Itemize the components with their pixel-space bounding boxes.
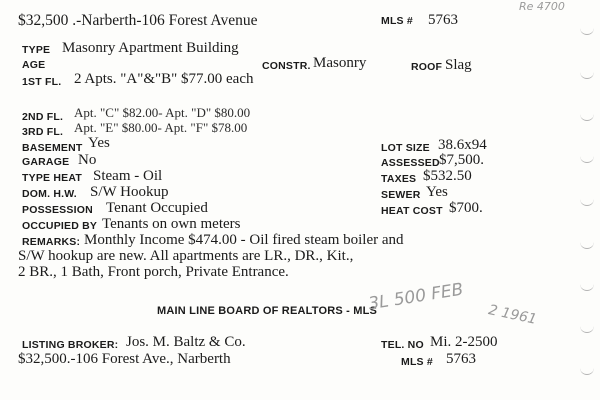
footer-mls-number: 5763: [446, 351, 476, 367]
roof-value: Slag: [445, 57, 472, 73]
heat-type-value: Steam - Oil: [93, 168, 163, 184]
header-mls-number: 5763: [428, 12, 458, 28]
taxes-value: $532.50: [423, 168, 472, 184]
tel-value: Mi. 2-2500: [430, 334, 498, 350]
type-value: Masonry Apartment Building: [62, 40, 239, 56]
receipt-stamp-date: 2 1961: [486, 302, 539, 328]
binder-hole: [580, 238, 594, 249]
hot-water-value: S/W Hookup: [90, 184, 169, 200]
occupied-label: OCCUPIED BY: [22, 220, 98, 232]
lot-size-label: LOT SIZE: [381, 142, 430, 154]
corner-note: Re 4700: [519, 0, 565, 13]
second-floor-label: 2ND FL.: [22, 111, 64, 123]
roof-label: ROOF: [411, 61, 443, 73]
constr-label: CONSTR.: [262, 60, 311, 72]
footer-mls-label: MLS #: [401, 356, 433, 368]
board-name: MAIN LINE BOARD OF REALTORS - MLS: [157, 305, 378, 317]
garage-value: No: [78, 152, 97, 168]
lot-size-value: 38.6x94: [438, 137, 487, 153]
heat-cost-value: $700.: [449, 200, 483, 216]
third-floor-label: 3RD FL.: [22, 126, 64, 138]
age-label: AGE: [22, 59, 46, 71]
garage-label: GARAGE: [22, 156, 70, 168]
basement-value: Yes: [88, 135, 110, 151]
hot-water-label: DOM. H.W.: [22, 188, 77, 200]
tel-label: TEL. NO: [381, 339, 424, 351]
footer-summary: $32,500.-106 Forest Ave., Narberth: [18, 351, 231, 367]
remarks-line-3: 2 BR., 1 Bath, Front porch, Private Entrance.: [18, 264, 289, 280]
binder-hole: [580, 68, 594, 79]
type-label: TYPE: [22, 44, 51, 56]
constr-value: Masonry: [313, 55, 367, 71]
price-address: $32,500 .-Narberth-106 Forest Avenue: [18, 12, 258, 29]
possession-value: Tenant Occupied: [106, 200, 208, 216]
sewer-label: SEWER: [381, 189, 421, 201]
binder-hole: [580, 110, 594, 121]
taxes-label: TAXES: [381, 173, 417, 185]
remarks-line-1: Monthly Income $474.00 - Oil fired steam boiler and: [84, 232, 404, 248]
assessed-value: $7,500.: [439, 152, 484, 168]
remarks-label: REMARKS:: [22, 236, 81, 248]
binder-hole: [580, 322, 594, 333]
second-floor-value: Apt. "C" $82.00- Apt. "D" $80.00: [74, 105, 251, 120]
possession-label: POSSESSION: [22, 204, 93, 216]
binder-hole: [580, 280, 594, 291]
heat-type-label: TYPE HEAT: [22, 172, 82, 184]
assessed-label: ASSESSED: [381, 157, 440, 169]
receipt-stamp: 3L 500 FEB: [367, 279, 465, 315]
first-floor-value: 2 Apts. "A"&"B" $77.00 each: [74, 71, 254, 87]
binder-hole: [580, 195, 594, 206]
sewer-value: Yes: [426, 184, 448, 200]
binder-hole: [580, 364, 594, 375]
heat-cost-label: HEAT COST: [381, 205, 443, 217]
header-mls-label: MLS #: [381, 15, 413, 27]
broker-value: Jos. M. Baltz & Co.: [126, 334, 246, 350]
third-floor-value: Apt. "E" $80.00- Apt. "F" $78.00: [74, 120, 248, 135]
binder-hole: [580, 24, 594, 35]
binder-hole: [580, 152, 594, 163]
remarks-line-2: S/W hookup are new. All apartments are LR., DR., Kit.,: [18, 248, 354, 264]
broker-label: LISTING BROKER:: [22, 339, 119, 351]
first-floor-label: 1ST FL.: [22, 76, 62, 88]
basement-label: BASEMENT: [22, 142, 83, 154]
occupied-value: Tenants on own meters: [102, 216, 241, 232]
